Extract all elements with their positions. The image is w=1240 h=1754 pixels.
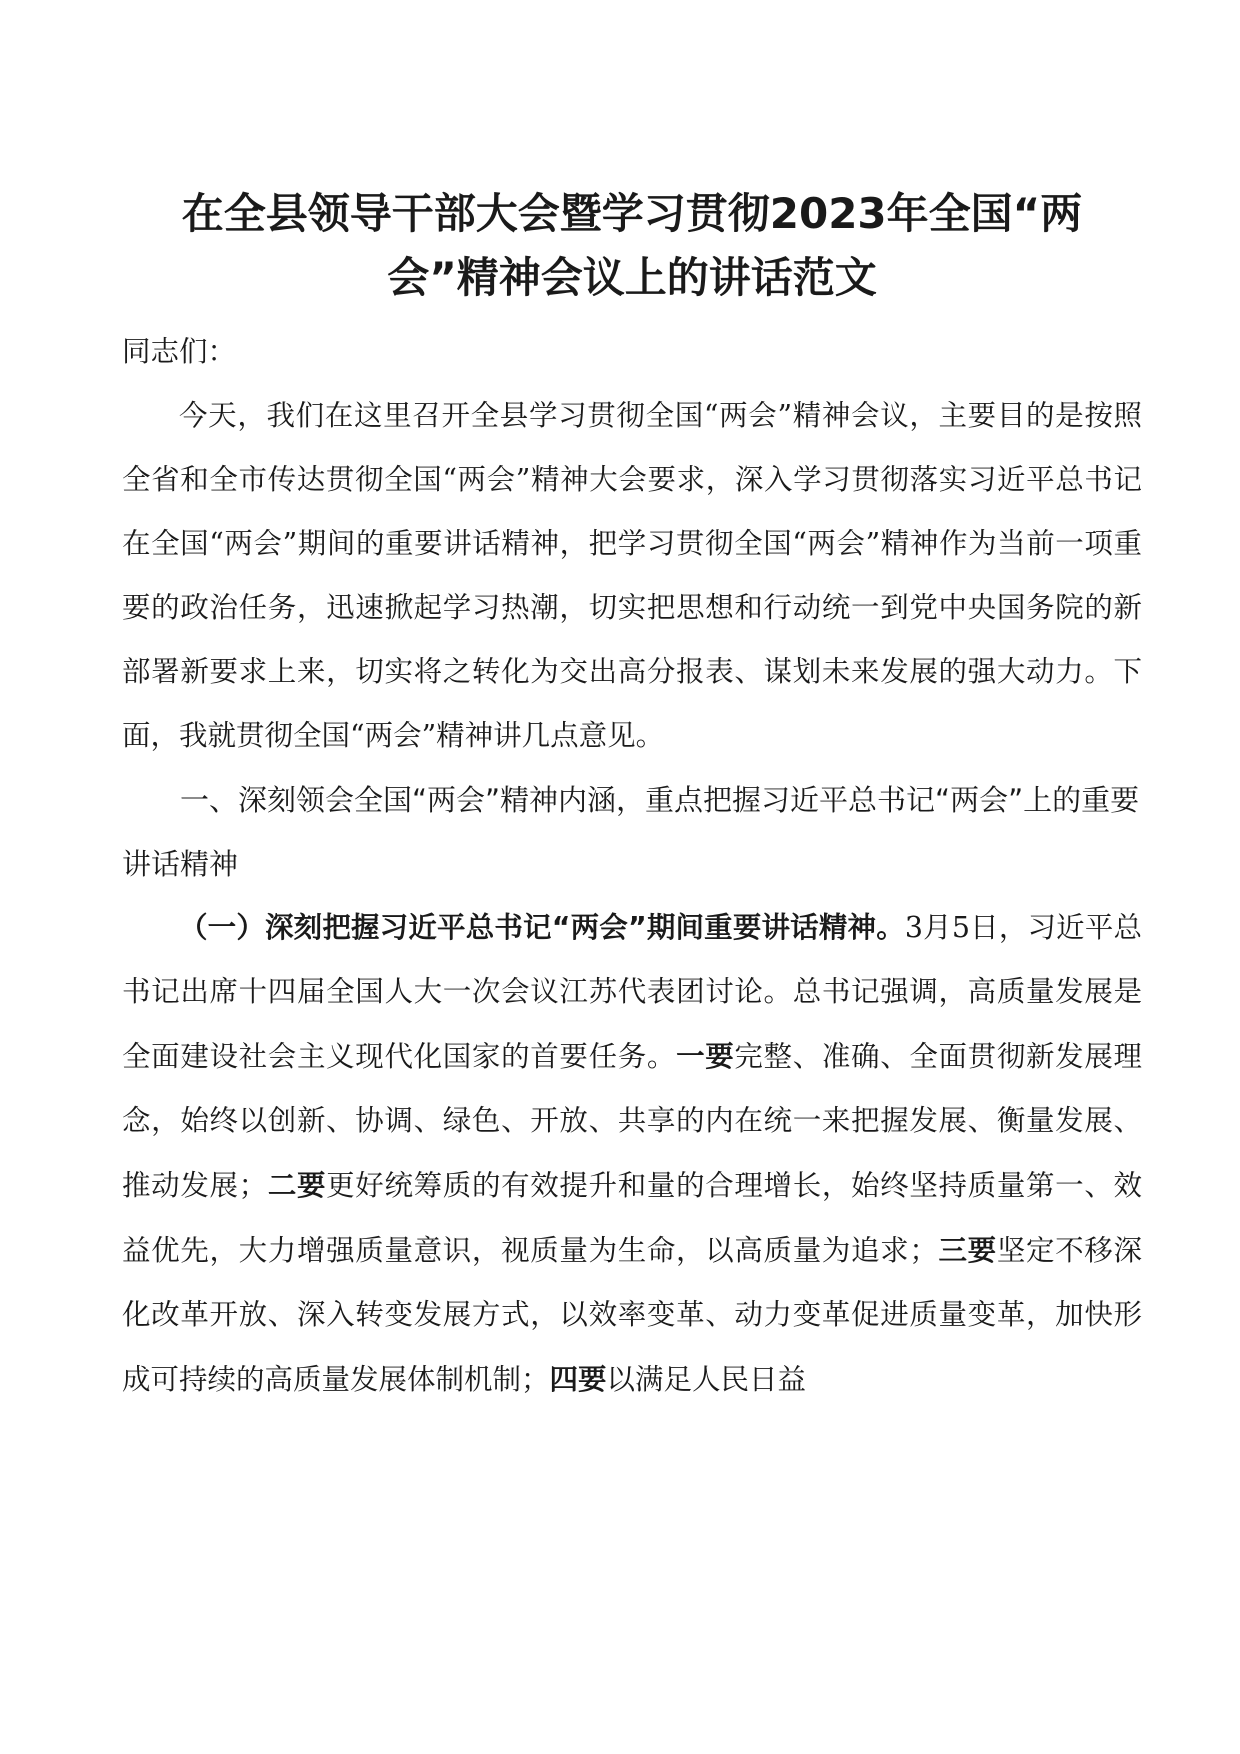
document-title: [122, 0, 1142, 310]
subsection-1-paragraph: [122, 896, 1142, 1412]
point-1-label: 一要: [676, 1039, 735, 1073]
intro-paragraph: 今天，我们在这里召开全县学习贯彻全国“两会”精神会议，主要目的是按照全省和全市传达贯彻全国“两会”精神大会要求，深入学习贯彻落实习近平总书记在全国“两会”期间的重要讲话精神，把学习贯彻全国“两会”精神作为当前一项重要的政治任务，迅速掀起学习热潮，切实把思想和行动统一到党中央国务院的新部署新要求上来，切实将之转化为交出高分报表、谋划未来发展的强大动力。下面，我就贯彻全国“两会”精神讲几点意见。: [122, 399, 1142, 752]
point-1-text: 完整、准确、全面贯彻新发展理念，始终以创新、协调、绿色、开放、共享的内在统一来把握发展、衡量发展、推动发展；: [122, 1040, 1142, 1202]
point-2-label: 二要: [267, 1168, 327, 1202]
title-line-2: 会”精神会议上的讲话范文: [387, 253, 877, 302]
document-page: [122, 0, 1142, 1412]
point-2-text: 更好统筹质的有效提升和量的合理增长，始终坚持质量第一、效益优先，大力增强质量意识，视质量为生命，以高质量为追求；: [122, 1169, 1142, 1267]
subsection-1-heading: （一）深刻把握习近平总书记“两会”期间重要讲话精神。: [179, 911, 905, 944]
title-line-1: 在全县领导干部大会暨学习贯彻2023年全国“两: [181, 189, 1083, 238]
point-4-label: 四要: [549, 1362, 607, 1396]
point-4-text: 以满足人民日益: [606, 1363, 807, 1396]
point-3-text: 坚定不移深化改革开放、深入转变发展方式，以效率变革、动力变革促进质量变革，加快形成可持续的高质量发展体制机制；: [122, 1234, 1142, 1396]
salutation: 同志们：: [122, 335, 237, 368]
subsection-1-text: 3月5日，习近平总书记出席十四届全国人大一次会议江苏代表团讨论。总书记强调，高质量发展是全面建设社会主义现代化国家的首要任务。: [122, 911, 1142, 1073]
point-3-label: 三要: [937, 1233, 997, 1267]
section-1-heading: 一、深刻领会全国“两会”精神内涵，重点把握习近平总书记“两会”上的重要讲话精神: [122, 783, 1140, 881]
